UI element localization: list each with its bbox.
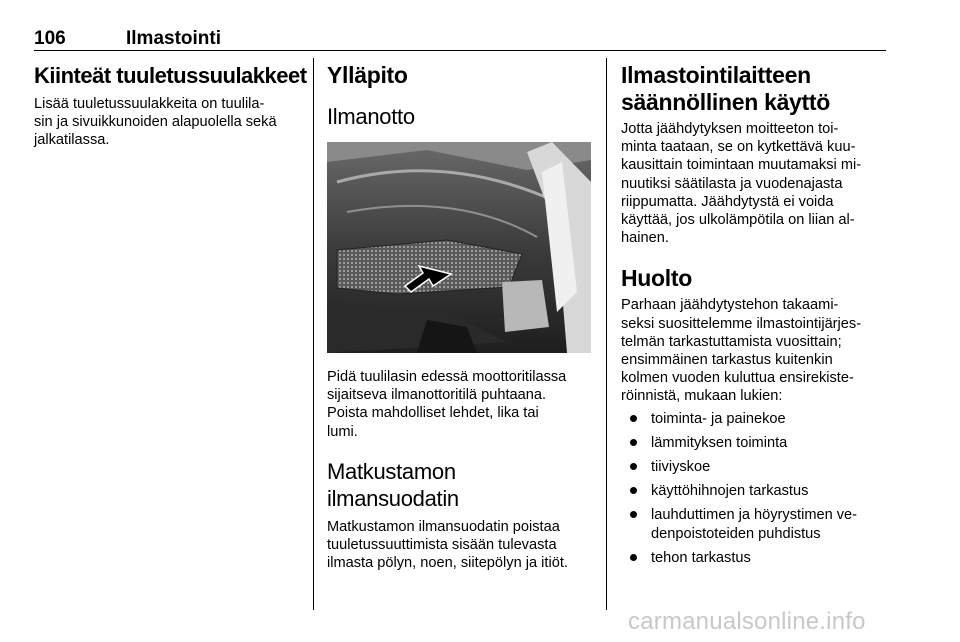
list-item: lämmityksen toiminta xyxy=(621,434,889,452)
list-item: lauhduttimen ja höyrystimen ve- denpoistoteiden puhdistus xyxy=(621,506,889,542)
maintenance-heading: Ylläpito xyxy=(327,62,408,88)
engine-bay-illustration xyxy=(327,142,591,353)
column-2 xyxy=(327,62,591,572)
column-divider-1 xyxy=(313,58,314,610)
bullet-icon xyxy=(630,439,637,446)
cabin-filter-text: Matkustamon ilmansuodatin poistaa tuuletussuuttimista sisään tulevasta ilmasta pölyn, noen, siitepölyn ja itiöt. xyxy=(327,518,568,572)
bullet-icon xyxy=(630,511,637,518)
watermark: carmanualsonline.info xyxy=(628,608,866,635)
service-heading: Huolto xyxy=(621,265,693,292)
column-3 xyxy=(621,62,889,573)
regular-use-text: Jotta jäähdytyksen moitteeton toi- minta taataan, se on kytkettävä kuu- kausittain toimintaan muutamaksi mi- nuutiksi säätilasta ja vuodenajasta riippumatta. Jäähdytystä ei voida käyttää, jos ulkolämpötila on liian al- hainen. xyxy=(621,121,862,247)
service-checklist xyxy=(621,410,889,567)
column-divider-2 xyxy=(606,58,607,610)
list-item: toiminta- ja painekoe xyxy=(621,410,889,428)
list-item: tiiviyskoe xyxy=(621,458,889,476)
page-header xyxy=(34,26,886,51)
list-item: tehon tarkastus xyxy=(621,549,889,567)
chapter-title: Ilmastointi xyxy=(126,28,222,49)
fixed-vents-text: Lisää tuuletussuulakkeita on tuulila- sin ja sivuikkunoiden alapuolella sekä jalkatilassa. xyxy=(34,96,277,149)
cowl-air-intake-arrow-photo xyxy=(327,142,591,353)
bullet-icon xyxy=(630,554,637,561)
list-item: käyttöhihnojen tarkastus xyxy=(621,482,889,500)
bullet-icon xyxy=(630,415,637,422)
air-intake-heading: Ilmanotto xyxy=(327,104,415,129)
regular-use-heading: Ilmastointilaitteen säännöllinen käyttö xyxy=(621,62,831,115)
air-intake-text: Pidä tuulilasin edessä moottoritilassa sijaitseva ilmanottoritilä puhtaana. Poista mahdolliset lehdet, lika tai lumi. xyxy=(327,369,567,440)
page-number: 106 xyxy=(34,28,66,49)
column-1 xyxy=(34,62,307,150)
cabin-filter-heading: Matkustamon ilmansuodatin xyxy=(327,458,459,511)
fixed-vents-heading: Kiinteät tuuletussuulakkeet xyxy=(34,63,307,88)
bullet-icon xyxy=(630,487,637,494)
bullet-icon xyxy=(630,463,637,470)
service-text: Parhaan jäähdytystehon takaami- seksi suosittelemme ilmastointijärjes- telmän tarkastuttamista vuosittain; ensimmäinen tarkastus kuitenkin kolmen vuoden kuluttua ensirekiste- röinnistä, mukaan lukien: xyxy=(621,297,862,405)
